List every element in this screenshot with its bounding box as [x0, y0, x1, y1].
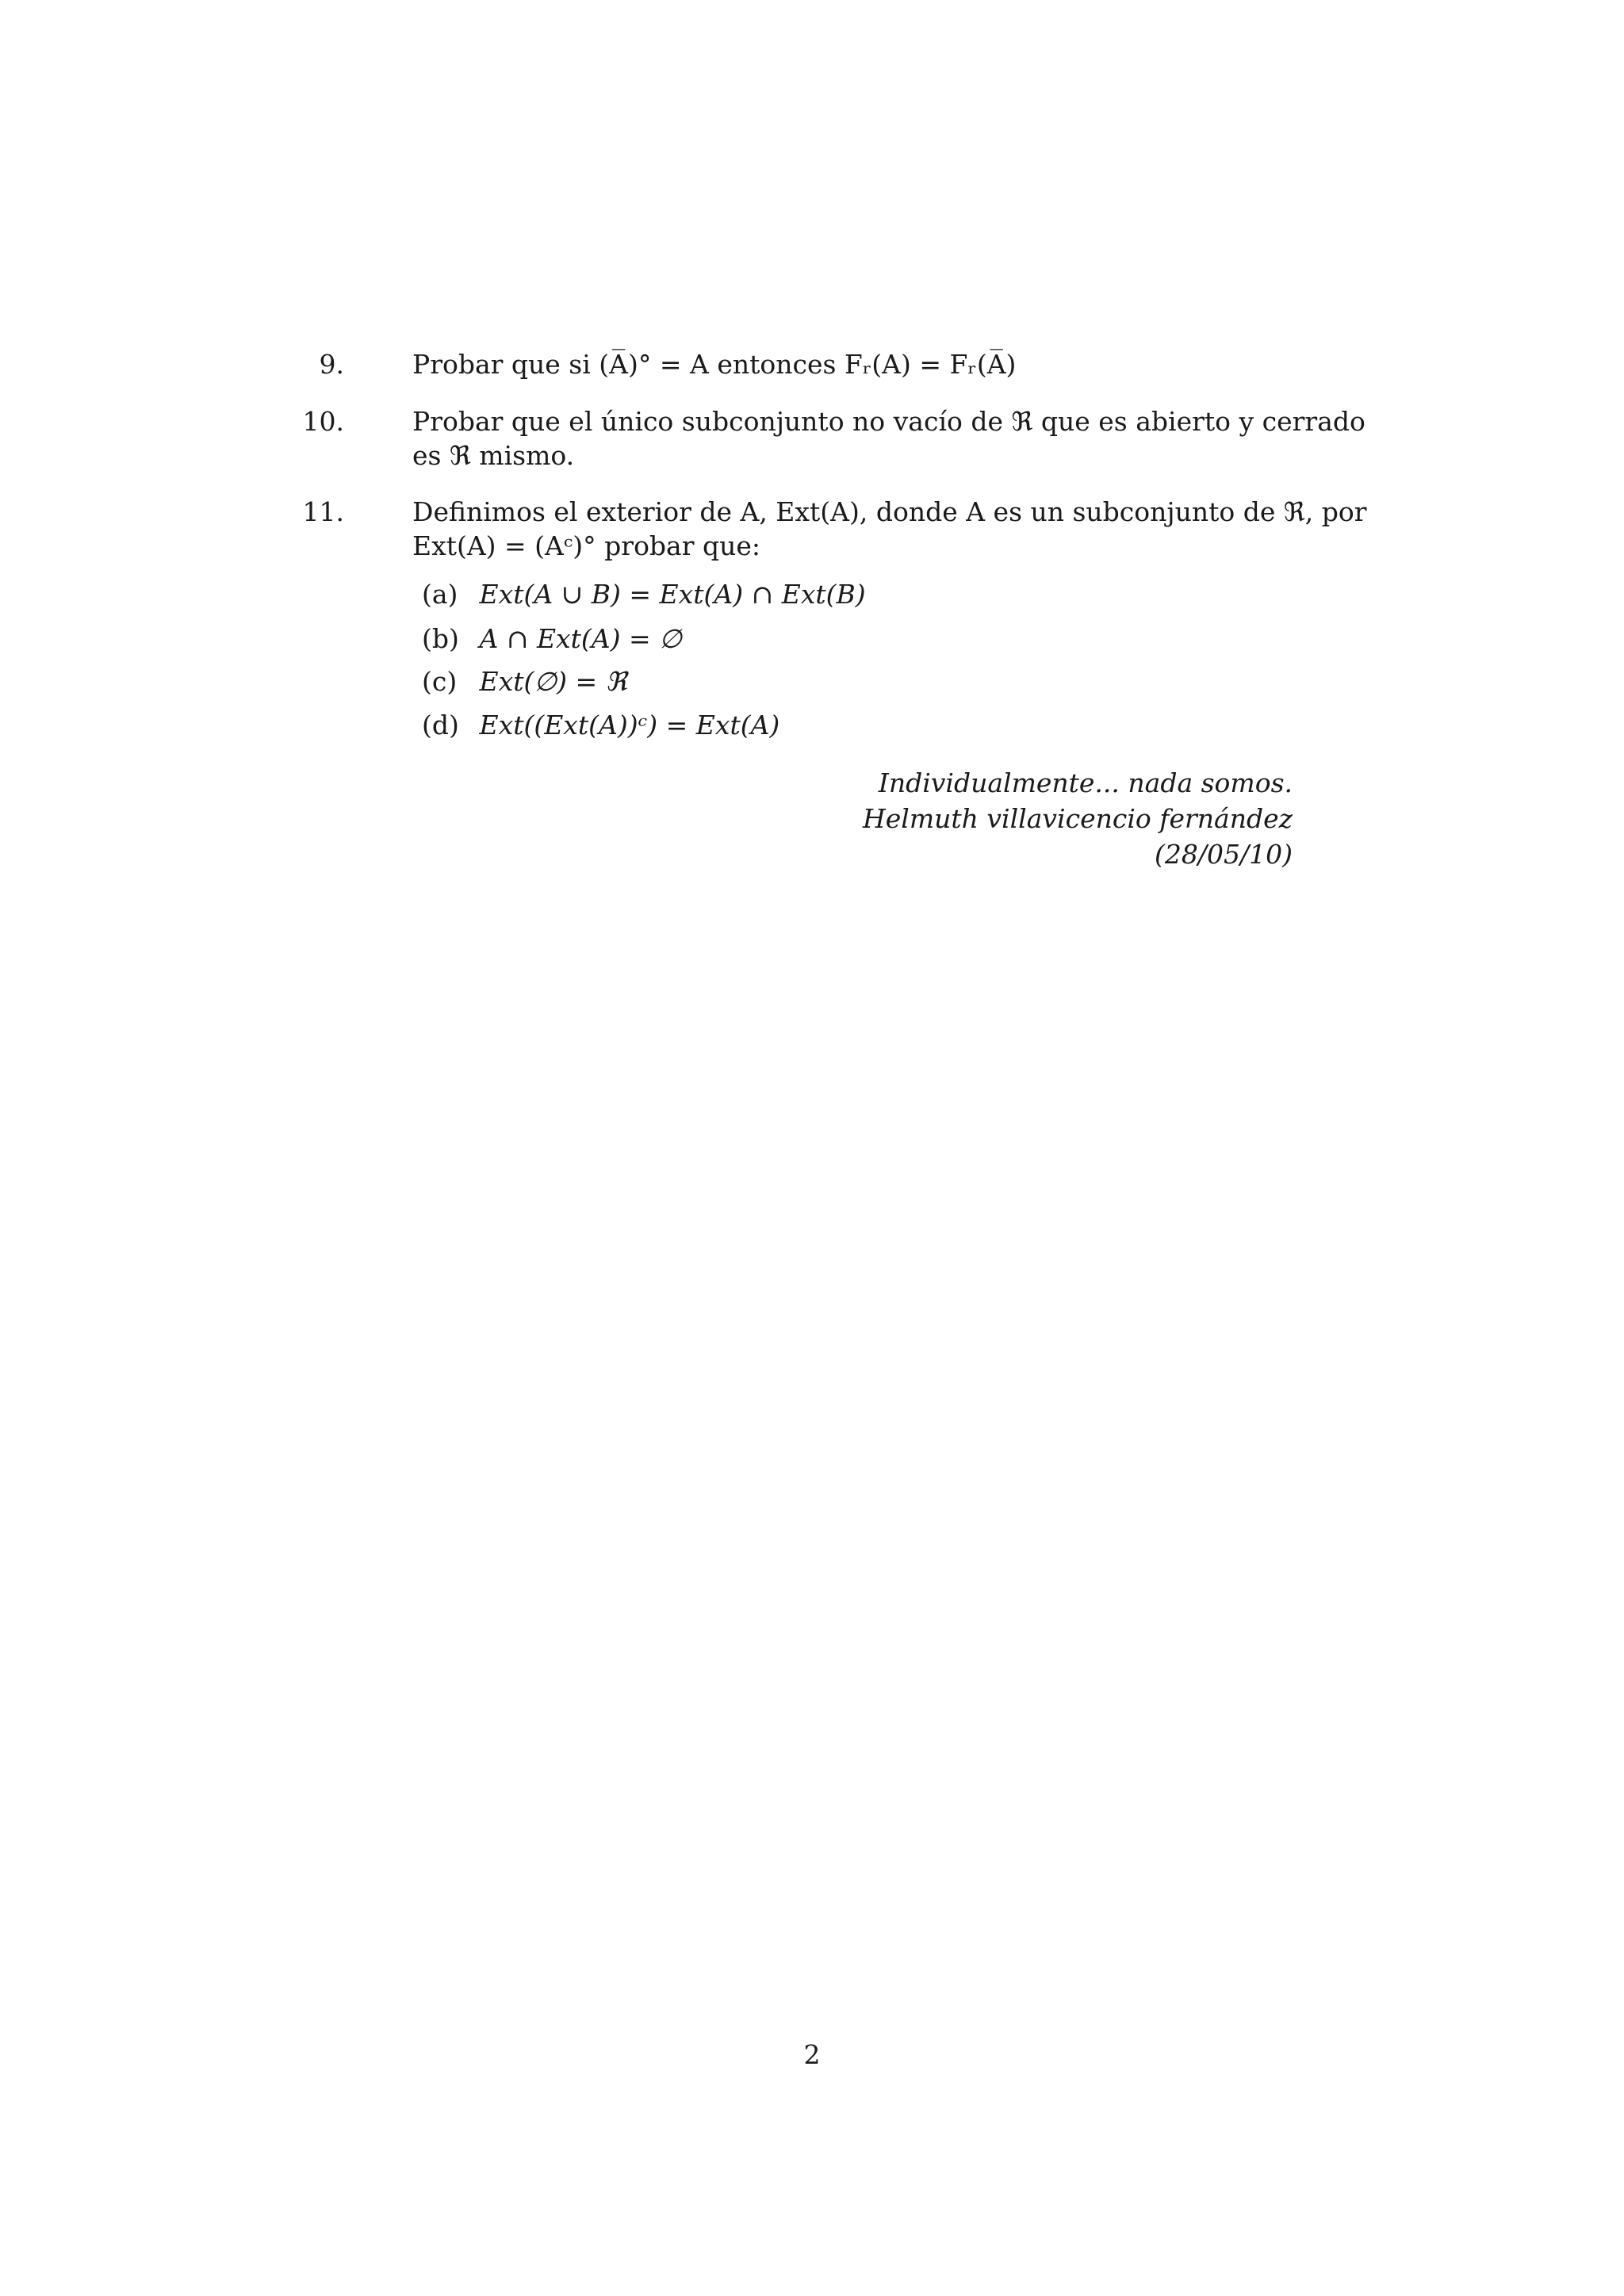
subitem-label: (b): [422, 623, 459, 654]
subitem-text: A ∩ Ext(A) = ∅: [479, 623, 682, 654]
subitem-text: Ext(∅) = ℜ: [479, 666, 627, 697]
problem-text-line: es ℜ mismo.: [412, 440, 575, 471]
subitem-label: (d): [422, 710, 459, 740]
signature-motto: Individualmente... nada somos.: [878, 767, 1293, 798]
subitem-d: [422, 710, 779, 740]
problem-number: 11.: [302, 496, 344, 527]
subitem-text: Ext((Ext(A))ᶜ) = Ext(A): [479, 710, 780, 740]
subitem-label: (a): [422, 579, 458, 610]
subitem-text: Ext(A ∪ B) = Ext(A) ∩ Ext(B): [479, 579, 866, 610]
subitem-c: [422, 666, 626, 697]
subitem-label: (c): [422, 666, 458, 697]
problem-number: 10.: [302, 406, 344, 437]
problem-text-line: Probar que si (A̅)° = A entonces Fᵣ(A) = Fᵣ(A̅): [412, 349, 1017, 380]
subitem-b: [422, 623, 682, 654]
problem-text-line: Ext(A) = (Aᶜ)° probar que:: [412, 530, 761, 561]
problem-number: 9.: [319, 349, 344, 380]
problem-text-line: Probar que el único subconjunto no vacío de ℜ que es abierto y cerrado: [412, 406, 1365, 437]
subitem-a: [422, 579, 866, 610]
problem-text-line: Definimos el exterior de A, Ext(A), donde A es un subconjunto de ℜ, por: [412, 496, 1367, 527]
page-number: 2: [803, 2039, 821, 2070]
signature-author: Helmuth villavicencio fernández: [863, 803, 1293, 834]
signature-date: (28/05/10): [1155, 839, 1293, 870]
